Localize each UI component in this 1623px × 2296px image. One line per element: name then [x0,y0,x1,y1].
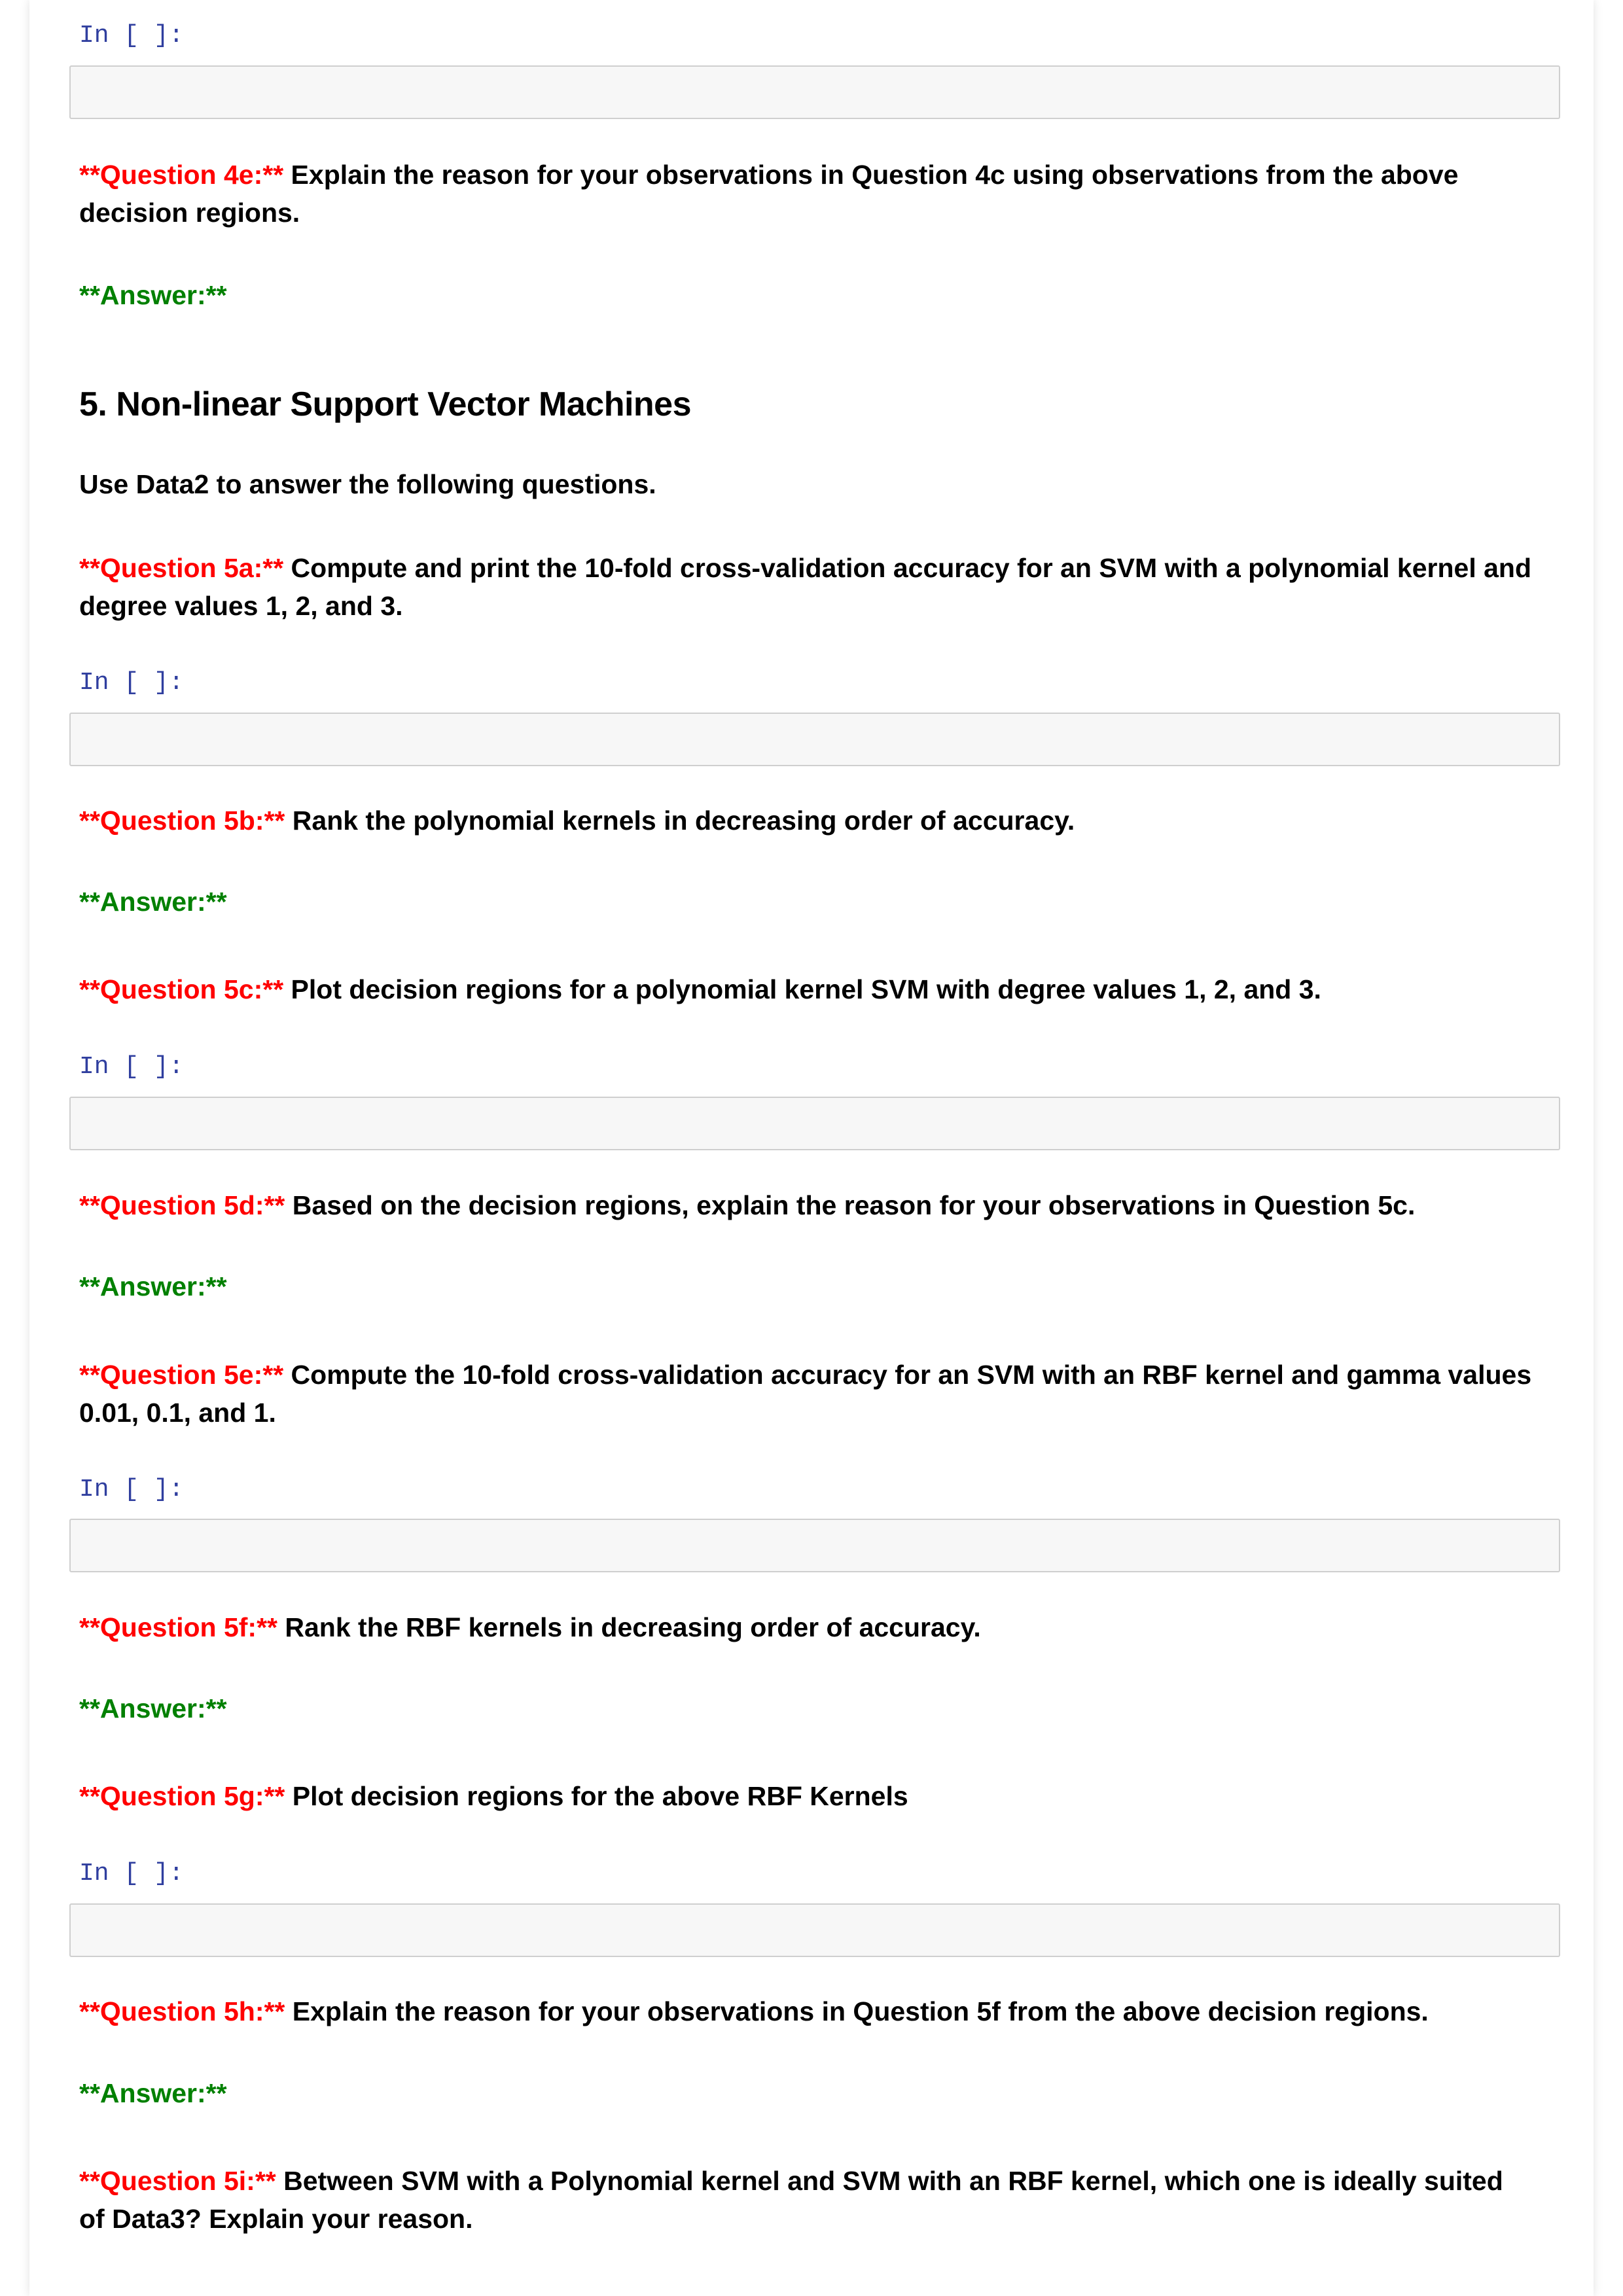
question-label: **Question 4e:** [79,160,284,190]
question-5a: **Question 5a:** Compute and print the 10-fold cross-validation accuracy for an SVM with a polynomial kernel and degree values 1, 2, and 3. [79,553,1532,621]
question-label: **Question 5h:** [79,1996,285,2026]
input-prompt: In [ ]: [79,1053,184,1081]
answer-label: **Answer:** [79,887,227,917]
question-5b: **Question 5b:** Rank the polynomial kernels in decreasing order of accuracy. [79,805,1075,836]
question-5e: **Question 5e:** Compute the 10-fold cross-validation accuracy for an SVM with an RBF kernel and gamma values 0.01, 0.1, and 1. [79,1360,1532,1428]
question-5d: **Question 5d:** Based on the decision regions, explain the reason for your observations in Question 5c. [79,1190,1416,1220]
question-5i: **Question 5i:** Between SVM with a Polynomial kernel and SVM with an RBF kernel, which one is ideally suited of Data3? Explain your reason. [79,2166,1503,2234]
question-label: **Question 5i:** [79,2166,276,2196]
answer-label: **Answer:** [79,280,227,310]
code-cell[interactable] [69,1097,1560,1150]
question-5c: **Question 5c:** Plot decision regions for a polynomial kernel SVM with degree values 1, 2, and 3. [79,974,1321,1004]
question-label: **Question 5d:** [79,1190,285,1220]
question-label: **Question 5c:** [79,974,284,1004]
answer-label: **Answer:** [79,1271,227,1301]
question-label: **Question 5b:** [79,805,285,836]
input-prompt: In [ ]: [79,1475,184,1504]
question-label: **Question 5a:** [79,553,284,583]
question-5h: **Question 5h:** Explain the reason for your observations in Question 5f from the above decision regions. [79,1996,1429,2026]
question-label: **Question 5f:** [79,1612,277,1642]
input-prompt: In [ ]: [79,1860,184,1888]
answer-label: **Answer:** [79,2078,227,2108]
code-cell[interactable] [69,1519,1560,1572]
code-cell[interactable] [69,713,1560,766]
question-5g: **Question 5g:** Plot decision regions for the above RBF Kernels [79,1781,908,1811]
answer-label: **Answer:** [79,1693,227,1723]
question-5f: **Question 5f:** Rank the RBF kernels in decreasing order of accuracy. [79,1612,981,1642]
code-cell[interactable] [69,65,1560,119]
section-heading: 5. Non-linear Support Vector Machines [79,385,692,423]
question-label: **Question 5e:** [79,1360,284,1390]
input-prompt: In [ ]: [79,22,184,50]
code-cell[interactable] [69,1903,1560,1957]
input-prompt: In [ ]: [79,669,184,697]
question-label: **Question 5g:** [79,1781,285,1811]
question-4e: **Question 4e:** Explain the reason for your observations in Question 4c using observations from the above decision regions. [79,160,1459,228]
section-intro: Use Data2 to answer the following questions. [79,469,656,499]
